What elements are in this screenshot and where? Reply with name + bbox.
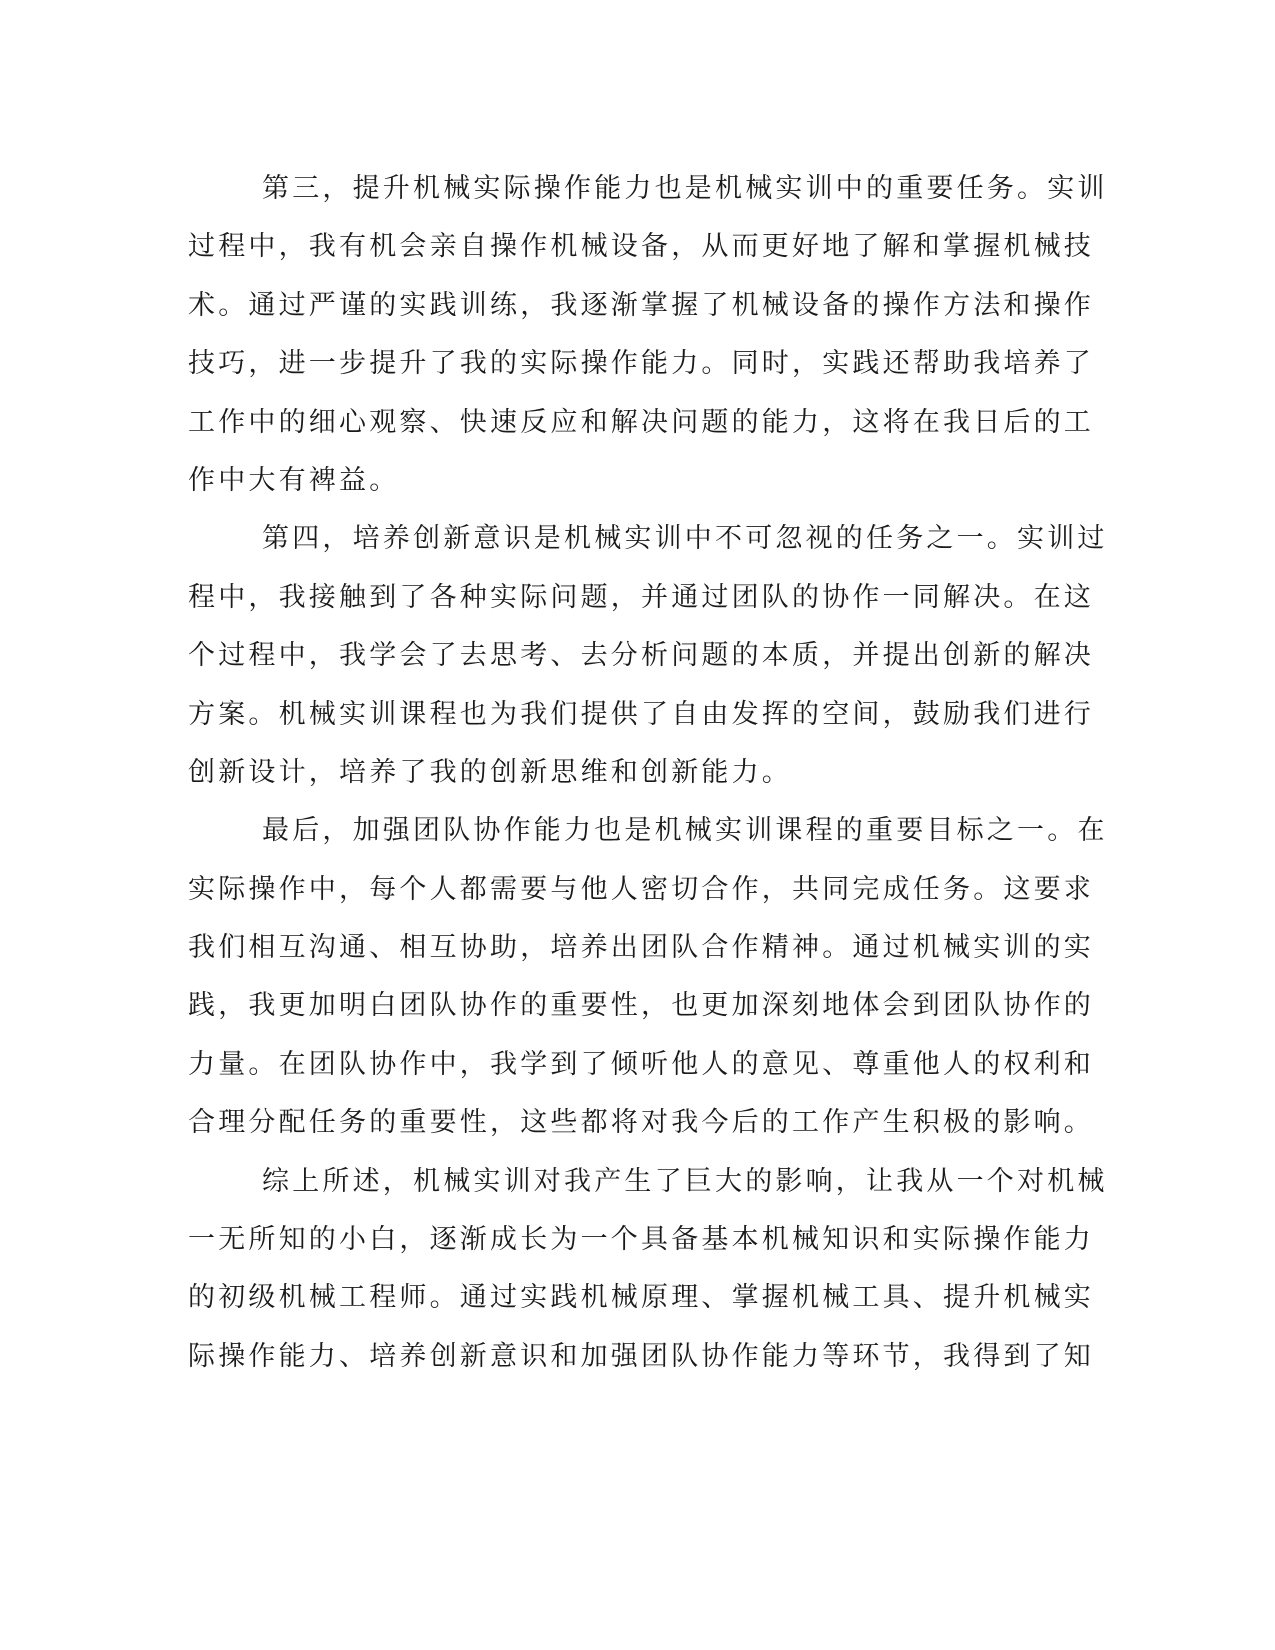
text-line: 综上所述，机械实训对我产生了巨大的影响，让我从一个对机械 xyxy=(262,1165,1108,1197)
text-line: 第三，提升机械实际操作能力也是机械实训中的重要任务。实训 xyxy=(262,173,1108,204)
text-line: 过程中，我有机会亲自操作机械设备，从而更好地了解和掌握机械技 xyxy=(188,231,1094,263)
text-line: 创新设计，培养了我的创新思维和创新能力。 xyxy=(188,756,792,788)
text-line: 作中大有裨益。 xyxy=(188,464,400,496)
text-line: 力量。在团队协作中，我学到了倾听他人的意见、尊重他人的权利和 xyxy=(188,1048,1094,1080)
text-line: 际操作能力、培养创新意识和加强团队协作能力等环节，我得到了知 xyxy=(188,1340,1094,1372)
text-line: 第四，培养创新意识是机械实训中不可忽视的任务之一。实训过 xyxy=(262,523,1108,555)
paragraph-fourth xyxy=(188,510,1108,802)
text-line: 实际操作中，每个人都需要与他人密切合作，共同完成任务。这要求 xyxy=(188,873,1094,905)
text-line: 个过程中，我学会了去思考、去分析问题的本质，并提出创新的解决 xyxy=(188,640,1094,672)
text-line: 践，我更加明白团队协作的重要性，也更加深刻地体会到团队协作的 xyxy=(188,990,1094,1022)
paragraph-summary xyxy=(188,1153,1108,1387)
text-line: 我们相互沟通、相互协助，培养出团队合作精神。通过机械实训的实 xyxy=(188,932,1094,964)
text-line: 程中，我接触到了各种实际问题，并通过团队的协作一同解决。在这 xyxy=(188,581,1094,613)
text-line: 一无所知的小白，逐渐成长为一个具备基本机械知识和实际操作能力 xyxy=(188,1224,1094,1256)
text-line: 工作中的细心观察、快速反应和解决问题的能力，这将在我日后的工 xyxy=(188,406,1094,438)
paragraph-third xyxy=(188,160,1108,510)
paragraph-finally xyxy=(188,802,1108,1152)
text-line: 技巧，进一步提升了我的实际操作能力。同时，实践还帮助我培养了 xyxy=(188,348,1094,380)
text-line: 最后，加强团队协作能力也是机械实训课程的重要目标之一。在 xyxy=(262,815,1108,847)
text-line: 合理分配任务的重要性，这些都将对我今后的工作产生积极的影响。 xyxy=(188,1107,1094,1139)
text-line: 术。通过严谨的实践训练，我逐渐掌握了机械设备的操作方法和操作 xyxy=(188,289,1094,321)
text-line: 方案。机械实训课程也为我们提供了自由发挥的空间，鼓励我们进行 xyxy=(188,698,1094,730)
document-body xyxy=(188,160,1108,1386)
text-line: 的初级机械工程师。通过实践机械原理、掌握机械工具、提升机械实 xyxy=(188,1282,1094,1314)
